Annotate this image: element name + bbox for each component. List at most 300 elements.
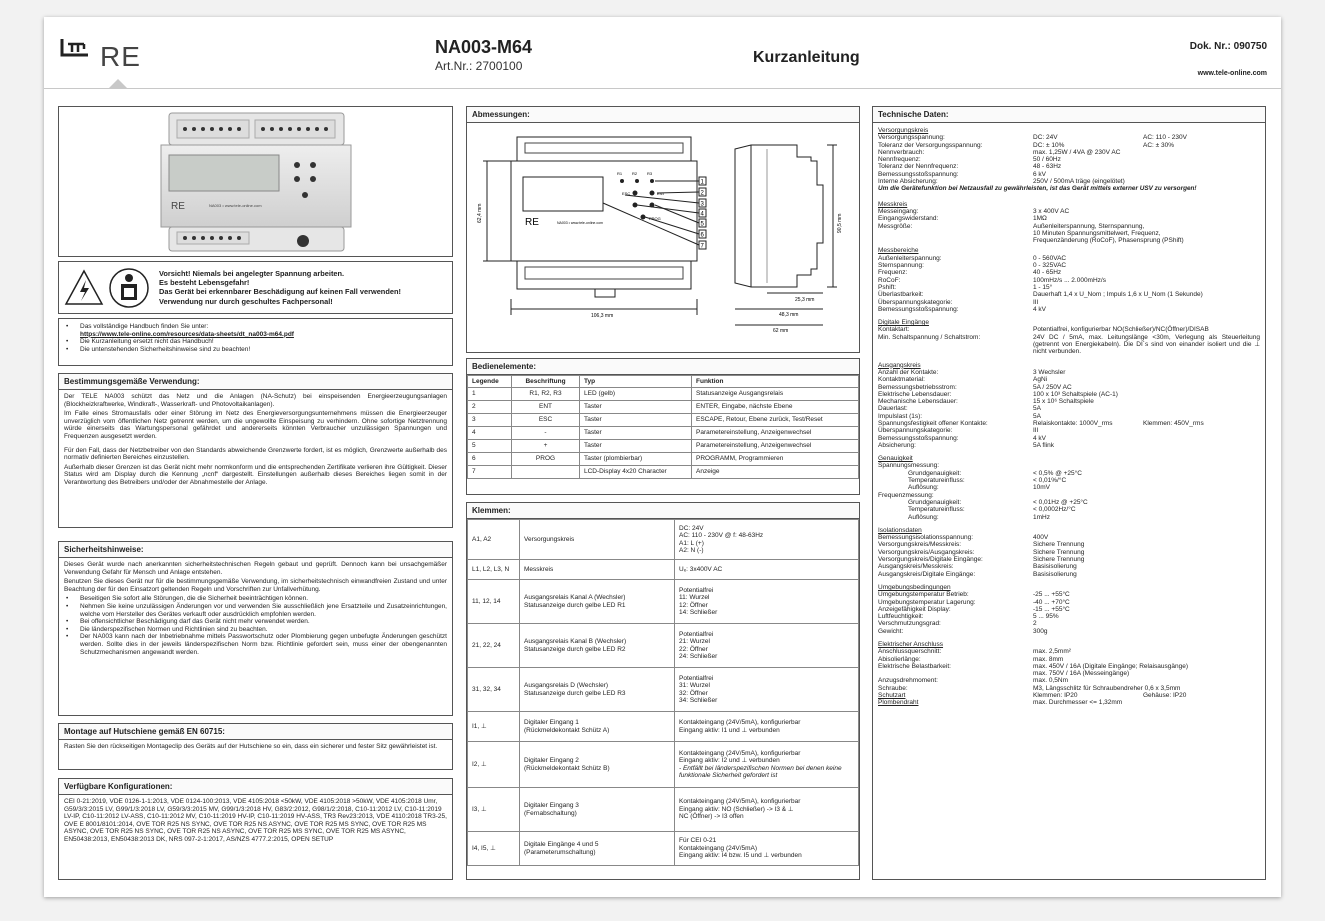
table-cell: Statusanzeige Ausgangsrelais [692,388,859,401]
sicherheit-item: • Nehmen Sie keine unzulässigen Änderungen vor und verwenden Sie ausschließlich jene Ersatzteile und Zusatzeinrichtungen, welche vom Hersteller des Gerätes verkauft oder ausdrücklich empfohlen werden. [64,603,447,618]
brand-re: RE [100,41,141,72]
table-row [468,453,859,466]
spec-value: 3 Wechsler [1033,368,1066,376]
table-cell: Taster [580,440,692,453]
spec-row [878,699,1260,706]
spec-value: 5A flink [1033,441,1054,449]
sicherheit-item: • Der NA003 kann nach der Inbetriebnahme mittels Passwortschutz oder Plombierung gegen unbefugte Änderungen geschützt werden. Sollte dies in der jeweils länderspezifischen Norm bzw. Richtlinie gefordert sein, muss einer der obengenannten Schutzmechanismen angewandt werden. [64,633,447,656]
spec-value: Klemmen: IP20 [1033,692,1078,700]
spec-value: 4 kV [1033,434,1047,442]
table-row [468,742,859,788]
note-safety: • Die untenstehenden Sicherheitshinweise sind zu beachten! [64,346,447,354]
spec-row [878,326,1260,333]
table-cell: 11, 12, 14 [468,580,520,624]
schutzart-label: Schutzart [878,692,906,700]
spec-value: 0 - 560VAC [1033,254,1067,262]
spec-value: Spannungsmessung: [878,462,940,470]
table-cell: I2, ⊥ [468,742,520,788]
klemmen-table [467,519,859,866]
spec-value: Versorgungsspannung: [878,134,945,142]
spec-row [878,156,1260,163]
spec-value: 24V DC / 5mA, max. Leitungslänge <30m, Verlegung als Steuerleitung (getrennt von Energiekabeln). Die DI´s sind von einander isoliert und die ⊥ nicht verbunden. [1033,333,1260,356]
spec-row [878,163,1260,170]
spec-row [878,506,1260,513]
spec-value: Bemessungsstoßspannung: [878,305,959,313]
spec-row [878,369,1260,376]
article-number: Art.Nr.: 2700100 [435,59,523,73]
table-cell: Digitaler Eingang 1 (Rückmeldekontakt Schütz A) [520,712,675,742]
spec-value: max. 0,5Nm [1033,677,1069,685]
spec-group-title: Umgebungsbedingungen [878,583,951,591]
spec-value: AC: ± 30% [1143,141,1175,149]
spec-value: max. 450V / 16A (Digitale Eingänge; Relaisausgänge) max. 750V / 16A (Messeingänge) [1033,662,1189,678]
callout-5: 5 [700,221,704,228]
spec-row [878,178,1260,185]
spec-value: Luftfeuchtigkeit: [878,613,924,621]
face-re-label: RE [525,217,539,228]
tech-isolation [878,527,1260,578]
table-cell: 6 [468,453,512,466]
spec-value: Gewicht: [878,627,904,635]
spec-value: 5A [1033,405,1041,413]
table-header-row [468,376,859,388]
dim-width: 106,3 mm [591,313,614,319]
dimension-drawing [467,123,860,353]
spec-value: 15 x 10⁶ Schaltspiele [1033,398,1094,406]
spec-value: -15 ... +55°C [1033,605,1070,613]
spec-value: 3 x 400V AC [1033,207,1070,215]
ent-label: ENT [657,191,665,196]
spec-row [878,299,1260,306]
bedien-box [466,358,860,495]
col-typ: Typ [580,376,692,388]
table-row [468,832,859,866]
col-legende: Legende [468,376,512,388]
note-replace: • Die Kurzanleitung ersetzt nicht das Handbuch! [64,338,447,346]
spec-value: < 0,01%/°C [1033,477,1067,485]
website[interactable]: www.tele-online.com [1197,70,1267,77]
table-cell [512,466,580,479]
spec-row [878,606,1260,613]
header-caret [108,79,128,89]
spec-group-title: Messbereiche [878,247,919,255]
note-handbook: • Das vollständige Handbuch finden Sie unter: https://www.tele-online.com/resources/data-sheets/dt_na003-m64.pdf [64,323,447,338]
spec-value: Kontaktart: [878,326,910,334]
bedien-table [467,375,859,479]
table-cell: 21, 22, 24 [468,624,520,668]
table-cell: I1, ⊥ [468,712,520,742]
klemmen-box [466,502,860,880]
spec-value: 250V / 500mA träge (eingelötet) [1033,178,1125,186]
table-cell: Parametereinstellung, Anzeigenwechsel [692,440,859,453]
table-cell: DC: 24V AC: 110 - 230V @ f: 48-63Hz A1: L (+) A2: N (-) [675,520,859,560]
spec-row [878,571,1260,578]
spec-value: DC: 24V [1033,134,1058,142]
spec-value: Relaiskontakte: 1000V_rms [1033,419,1113,427]
spec-group-title: Messkreis [878,200,908,208]
tech-messkreis [878,201,1260,245]
spec-value: Sternspannung: [878,262,924,270]
konfig-box [58,778,453,880]
spec-value: Auflösung: [908,484,939,492]
spec-value: Anzeigefähigkeit Display: [878,605,951,613]
table-row [468,440,859,453]
table-cell: LCD-Display 4x20 Character [580,466,692,479]
spec-row [878,534,1260,541]
table-row [468,466,859,479]
spec-value: Umgebungstemperatur Betrieb: [878,591,969,599]
spec-value: Basisisolierung [1033,570,1077,578]
dim-a: 25,3 mm [795,297,815,303]
table-cell: PROGRAMM, Programmieren [692,453,859,466]
spec-value: 2 [1033,620,1037,628]
spec-value: 10mV [1033,484,1050,492]
spec-value: Frequenz: [878,269,908,277]
tech-genauigkeit [878,455,1260,521]
spec-value: Impulslast (1s): [878,412,923,420]
table-cell: 1 [468,388,512,401]
spec-row [878,620,1260,627]
page-header [44,17,1281,89]
bestimmung-title: Bestimmungsgemäße Verwendung: [59,374,452,390]
montage-box [58,723,453,770]
warning-line-3: Das Gerät bei erkennbarer Beschädigung auf keinen Fall verwenden! [159,287,401,297]
tech-box [872,106,1266,880]
table-row [468,414,859,427]
spec-value: -25 ... +55°C [1033,591,1070,599]
table-cell: ENTER, Eingabe, nächste Ebene [692,401,859,414]
spec-value: Versorgungskreis/Ausgangskreis: [878,548,975,556]
dim-side-height: 90,5 mm [837,213,843,233]
spec-value: 5 ... 95% [1033,613,1059,621]
table-cell: I3, ⊥ [468,788,520,832]
spec-value: 400V [1033,534,1049,542]
spec-value: 1mHz [1033,513,1050,521]
table-row [468,712,859,742]
spec-value: Min. Schaltspannung / Schaltstrom: [878,333,981,341]
table-cell: Digitaler Eingang 3 (Fernabschaltung) [520,788,675,832]
table-cell: + [512,440,580,453]
table-cell: Taster [580,401,692,414]
table-cell: Messkreis [520,560,675,580]
handbook-link[interactable]: https://www.tele-online.com/resources/data-sheets/dt_na003-m64.pdf [80,330,294,338]
spec-row [878,334,1260,356]
spec-row [878,656,1260,663]
spec-row [878,663,1260,678]
device-photo-box [58,106,453,257]
spec-value: 100 x 10³ Schaltspiele (AC-1) [1033,390,1118,398]
callout-3: 3 [700,201,704,208]
spec-value: Anzugsdrehmoment: [878,677,938,685]
spec-value: Ausgangskreis/Messkreis: [878,563,954,571]
spec-value: Sichere Trennung [1033,548,1085,556]
spec-value: 5A / 250V AC [1033,383,1072,391]
spec-value: Nennverbrauch: [878,148,925,156]
spec-value: RoCoF: [878,276,901,284]
spec-value: Bemessungsstoßspannung: [878,434,959,442]
spec-value: Bemessungsbetriebsstrom: [878,383,957,391]
spec-row [878,284,1260,291]
spec-row [878,398,1260,405]
spec-value: Nennfrequenz: [878,156,921,164]
table-cell: L1, L2, L3, N [468,560,520,580]
table-row [468,520,859,560]
spec-value: 48 - 63Hz [1033,163,1062,171]
table-cell: I4, I5, ⊥ [468,832,520,866]
spec-row [878,208,1260,215]
spec-value: 50 / 60Hz [1033,156,1061,164]
dim-c: 62 mm [773,328,789,334]
spec-value: Grundgenauigkeit: [908,469,962,477]
callout-4: 4 [700,211,704,218]
spec-value: Versorgungskreis/Messkreis: [878,541,962,549]
sicherheit-item: • Die länderspezifischen Normen und Richtlinien sind zu beachten. [64,626,447,634]
spec-value [1033,462,1260,469]
product-name: NA003-M64 [435,37,533,57]
spec-group-title: Elektrischer Anschluss [878,641,944,648]
spec-value: Dauerhaft 1,4 x U_Nom ; Impuls 1,6 x U_Nom (1 Sekunde) [1033,291,1203,299]
spec-value: Abisolierlänge: [878,655,921,663]
montage-text: Rasten Sie den rückseitigen Montageclip des Geräts auf der Hutschiene so ein, dass ein sicherer und fester Sitz gewährleistet ist. [64,743,438,750]
konfig-title: Verfügbare Konfigurationen: [59,779,452,795]
bestimmung-p3: Für den Fall, dass der Netzbetreiber von den Standards abweichende Grenzwerte fordert, ist es möglich, Grenzwerte außerhalb des normativ definierten Bereiches einzustellen. [64,446,447,462]
spec-value: 6 kV [1033,170,1047,178]
spec-value: < 0,01Hz @ +25°C [1033,498,1088,506]
spec-row [878,405,1260,412]
spec-value: Außenleiterspannung, Sternspannung, 10 Minuten Spannungsmittelwert, Frequenz, Frequenzänderung (RoCoF), Phasensprung (PShift) [1033,222,1184,245]
table-cell: ESCAPE, Retour, Ebene zurück, Test/Reset [692,414,859,427]
spec-row [878,613,1260,620]
spec-value: -40 ... +70°C [1033,598,1070,606]
spec-value: Eingangswiderstand: [878,215,939,223]
table-cell: 31, 32, 34 [468,668,520,712]
spec-group-title: Isolationsdaten [878,526,922,534]
tech-title: Technische Daten: [873,107,1265,123]
spec-value: Schraube: [878,684,908,692]
spec-value: Temperatureinfluss: [908,477,965,485]
spec-value: < 0,5% @ +25°C [1033,469,1082,477]
spec-value: Messeingang: [878,207,919,215]
dim-b: 48,3 mm [779,312,799,318]
table-cell: 4 [468,427,512,440]
spec-row [878,391,1260,398]
klemmen-note: - Entfällt bei länderspezifischen Normen bei denen keine funktionale Sicherheit gefordert ist [679,764,842,779]
ups-note: Um die Gerätefunktion bei Netzausfall zu gewährleisten, ist das Gerät mittels externer USV zu versorgen! [878,185,1197,193]
table-row [468,788,859,832]
spec-value: Klemmen: 450V_rms [1143,419,1204,427]
spec-value: < 0,0002Hz/°C [1033,506,1076,514]
spec-row [878,477,1260,484]
table-cell: ENT [512,401,580,414]
sicherheit-p1: Dieses Gerät wurde nach anerkannten sicherheitstechnischen Regeln gebaut und geprüft. Dennoch kann bei unsachgemäßer Verwendung Gefahr für Mensch und Anlage entstehen. [64,561,447,576]
table-cell: Taster (plombierbar) [580,453,692,466]
plomben-label: Plombendraht [878,699,919,707]
spec-value: Gehäuse: IP20 [1143,692,1187,700]
spec-value: Versorgungskreis/Digitale Eingänge: [878,556,983,564]
spec-value: III [1033,298,1039,306]
sicherheit-title: Sicherheitshinweise: [59,542,452,558]
spec-value: Pshift: [878,283,897,291]
table-cell: Digitale Eingänge 4 und 5 (Parameterumschaltung) [520,832,675,866]
spec-value [1033,492,1260,499]
table-row [468,401,859,414]
klemmen-title: Klemmen: [467,503,859,519]
warning-line-1: Vorsicht! Niemals bei angelegter Spannung arbeiten. [159,269,345,278]
table-cell: LED (gelb) [580,388,692,401]
table-cell: Ausgangsrelais Kanal B (Wechsler) Statusanzeige durch gelbe LED R2 [520,624,675,668]
bestimmung-p2: Im Falle eines Stromausfalls oder einer Störung im Netz des Energieversorgungsunternehmens müssen die Energieerzeuger unverzüglich vom öffentlichen Netz getrennt werden, um die ungewollte Einspeisung zu verhindern. Ohne sofortige Netztrennung würde einerseits das Wartungspersonal gefährdet und andererseits könnten Verbraucher unzulässigen Spannungen und Frequenzen ausgesetzt werden. [64,410,447,440]
spec-value: 5A [1033,412,1041,420]
spec-row [878,215,1260,222]
spec-value: Basisisolierung [1033,563,1077,571]
sicherheit-item: • Beseitigen Sie sofort alle Störungen, die die Sicherheit beeinträchtigen können. [64,595,447,603]
spec-row [878,591,1260,598]
spec-row [878,384,1260,391]
spec-value: max. 2,5mm² [1033,648,1071,656]
spec-value: Verschmutzungsgrad: [878,620,941,628]
spec-row [878,556,1260,563]
prog-label: PROG [649,216,661,221]
spec-value: Toleranz der Nennfrequenz: [878,163,959,171]
esc-label: ESC [622,191,631,196]
tech-umgebung [878,584,1260,635]
spec-row [878,677,1260,684]
spec-row [878,142,1260,149]
abmessungen-box [466,106,860,353]
table-cell: Potentialfrei 31: Wurzel 32: Öffner 34: Schließer [675,668,859,712]
spec-group-title: Versorgungskreis [878,127,929,134]
spec-value: 4 kV [1033,305,1047,313]
table-cell: Potentialfrei 11: Wurzel 12: Öffner 14: Schließer [675,580,859,624]
spec-value: Spannungsfestigkeit offener Kontakte: [878,419,988,427]
callout-2: 2 [700,190,704,197]
bestimmung-p4: Außerhalb dieser Grenzen ist das Gerät nicht mehr normkonform und die entsprechenden Zertifikate verlieren ihre Gültigkeit. Dieser Status wird am Display durch die Kennung „ncnf“ dargestellt. Einstellungen außerhalb dieses Bereiches liegen somit in der Verantwortung des Betreibers und/oder der Abnahmestelle der Anlage. [64,463,447,486]
bestimmung-box [58,373,453,528]
spec-row [878,648,1260,655]
device-photo-model: NA003 • www.tele-online.com [209,203,262,208]
document-number: Dok. Nr.: 090750 [1189,41,1267,52]
spec-row [878,269,1260,276]
spec-value: Anzahl der Kontakte: [878,368,939,376]
table-cell: Parametereinstellung, Anzeigenwechsel [692,427,859,440]
spec-value: Elektrische Lebensdauer: [878,390,952,398]
spec-group-title: Digitale Eingänge [878,319,929,327]
table-cell: R1, R2, R3 [512,388,580,401]
table-cell: PROG [512,453,580,466]
spec-row [878,462,1260,469]
spec-row [878,685,1260,692]
spec-value: Interne Absicherung: [878,178,938,186]
spec-row [878,149,1260,156]
warning-line-4: Verwendung nur durch geschultes Fachpersonal! [159,296,333,306]
table-cell: 7 [468,466,512,479]
table-cell: Kontakteingang (24V/5mA), konfigurierbar Eingang aktiv: NO (Schließer) -> I3 & ⊥ NC (Öffner) -> I3 offen [675,788,859,832]
spec-value: Ausgangskreis/Digitale Eingänge: [878,570,976,578]
table-row [468,388,859,401]
table-cell: Kontakteingang (24V/5mA), konfigurierbar Eingang aktiv: I2 und ⊥ verbunden - Entfällt bei länderspezifischen Normen bei denen keine funktionale Sicherheit gefordert ist [675,742,859,788]
spec-row [878,470,1260,477]
spec-value: Sichere Trennung [1033,541,1085,549]
spec-row [878,484,1260,491]
spec-row [878,262,1260,269]
spec-value: M3, Längsschlitz für Schraubendreher 0,6 x 3,5mm [1033,684,1181,692]
spec-row [878,277,1260,284]
table-cell: 3 [468,414,512,427]
dim-height: 62,4 mm [477,203,483,223]
tech-messbereiche [878,247,1260,313]
table-cell: Taster [580,427,692,440]
table-cell: Ausgangsrelais D (Wechsler) Statusanzeige durch gelbe LED R3 [520,668,675,712]
bedien-title: Bedienelemente: [467,359,859,375]
sicherheit-box [58,541,453,716]
spec-row [878,413,1260,420]
table-row [468,580,859,624]
callout-1: 1 [700,179,704,186]
spec-row [878,563,1260,570]
led-label-r1: R1 [617,171,623,176]
spec-value: AgNi [1033,376,1048,384]
sicherheit-item: • Bei offensichtlicher Beschädigung darf das Gerät nicht mehr verwendet werden. [64,618,447,626]
table-cell: - [512,427,580,440]
led-label-r3: R3 [647,171,653,176]
spec-value: Anschlussquerschnitt: [878,648,942,656]
table-cell: Taster [580,414,692,427]
spec-row [878,514,1260,521]
spec-value: Absicherung: [878,441,916,449]
spec-value: Umgebungstemperatur Lagerung: [878,598,976,606]
spec-row [878,223,1260,245]
spec-value: Überspannungskategorie: [878,298,953,306]
device-photo [59,107,453,257]
table-cell: Kontakteingang (24V/5mA), konfigurierbar Eingang aktiv: I1 und ⊥ verbunden [675,712,859,742]
spec-value: 1MΩ [1033,215,1047,223]
spec-value: Sichere Trennung [1033,556,1085,564]
tech-versorgung [878,127,1260,193]
spec-value: Elektrische Belastbarkeit: [878,662,951,670]
spec-value: Auflösung: [908,513,939,521]
spec-value: Temperatureinfluss: [908,506,965,514]
spec-row [878,171,1260,178]
spec-value: Bemessungsstoßspannung: [878,170,959,178]
datasheet-page [44,17,1281,897]
table-row [468,668,859,712]
spec-value: DC: ± 10% [1033,141,1065,149]
table-cell: Potentialfrei 21: Wurzel 22: Öffner 24: Schließer [675,624,859,668]
spec-row [878,492,1260,499]
spec-row [878,376,1260,383]
table-row [468,427,859,440]
spec-value: Mechanische Lebensdauer: [878,398,958,406]
spec-group-title: Genauigkeit [878,455,913,463]
warning-line-2: Es besteht Lebensgefahr! [159,278,250,288]
table-cell: Versorgungskreis [520,520,675,560]
manual-instruction-icon [108,267,150,309]
spec-value: max. Durchmesser <= 1,32mm [1033,699,1123,707]
spec-value: Grundgenauigkeit: [908,498,962,506]
lightning-warning-icon [64,268,104,308]
table-cell: Für CEI 0-21 Kontakteingang (24V/5mA) Eingang aktiv: I4 bzw. I5 und ⊥ verbunden [675,832,859,866]
table-cell: Digitaler Eingang 2 (Rückmeldekontakt Schütz B) [520,742,675,788]
spec-value: AC: 110 - 230V [1143,134,1187,142]
spec-row [878,541,1260,548]
spec-value: 1 - 15° [1033,283,1053,291]
spec-value: Bemessungsisolationsspannung: [878,534,974,542]
spec-row [878,435,1260,442]
spec-value: Außenleiterspannung: [878,254,942,262]
spec-value: Kontaktmaterial: [878,376,925,384]
spec-row [878,549,1260,556]
spec-row [878,599,1260,606]
